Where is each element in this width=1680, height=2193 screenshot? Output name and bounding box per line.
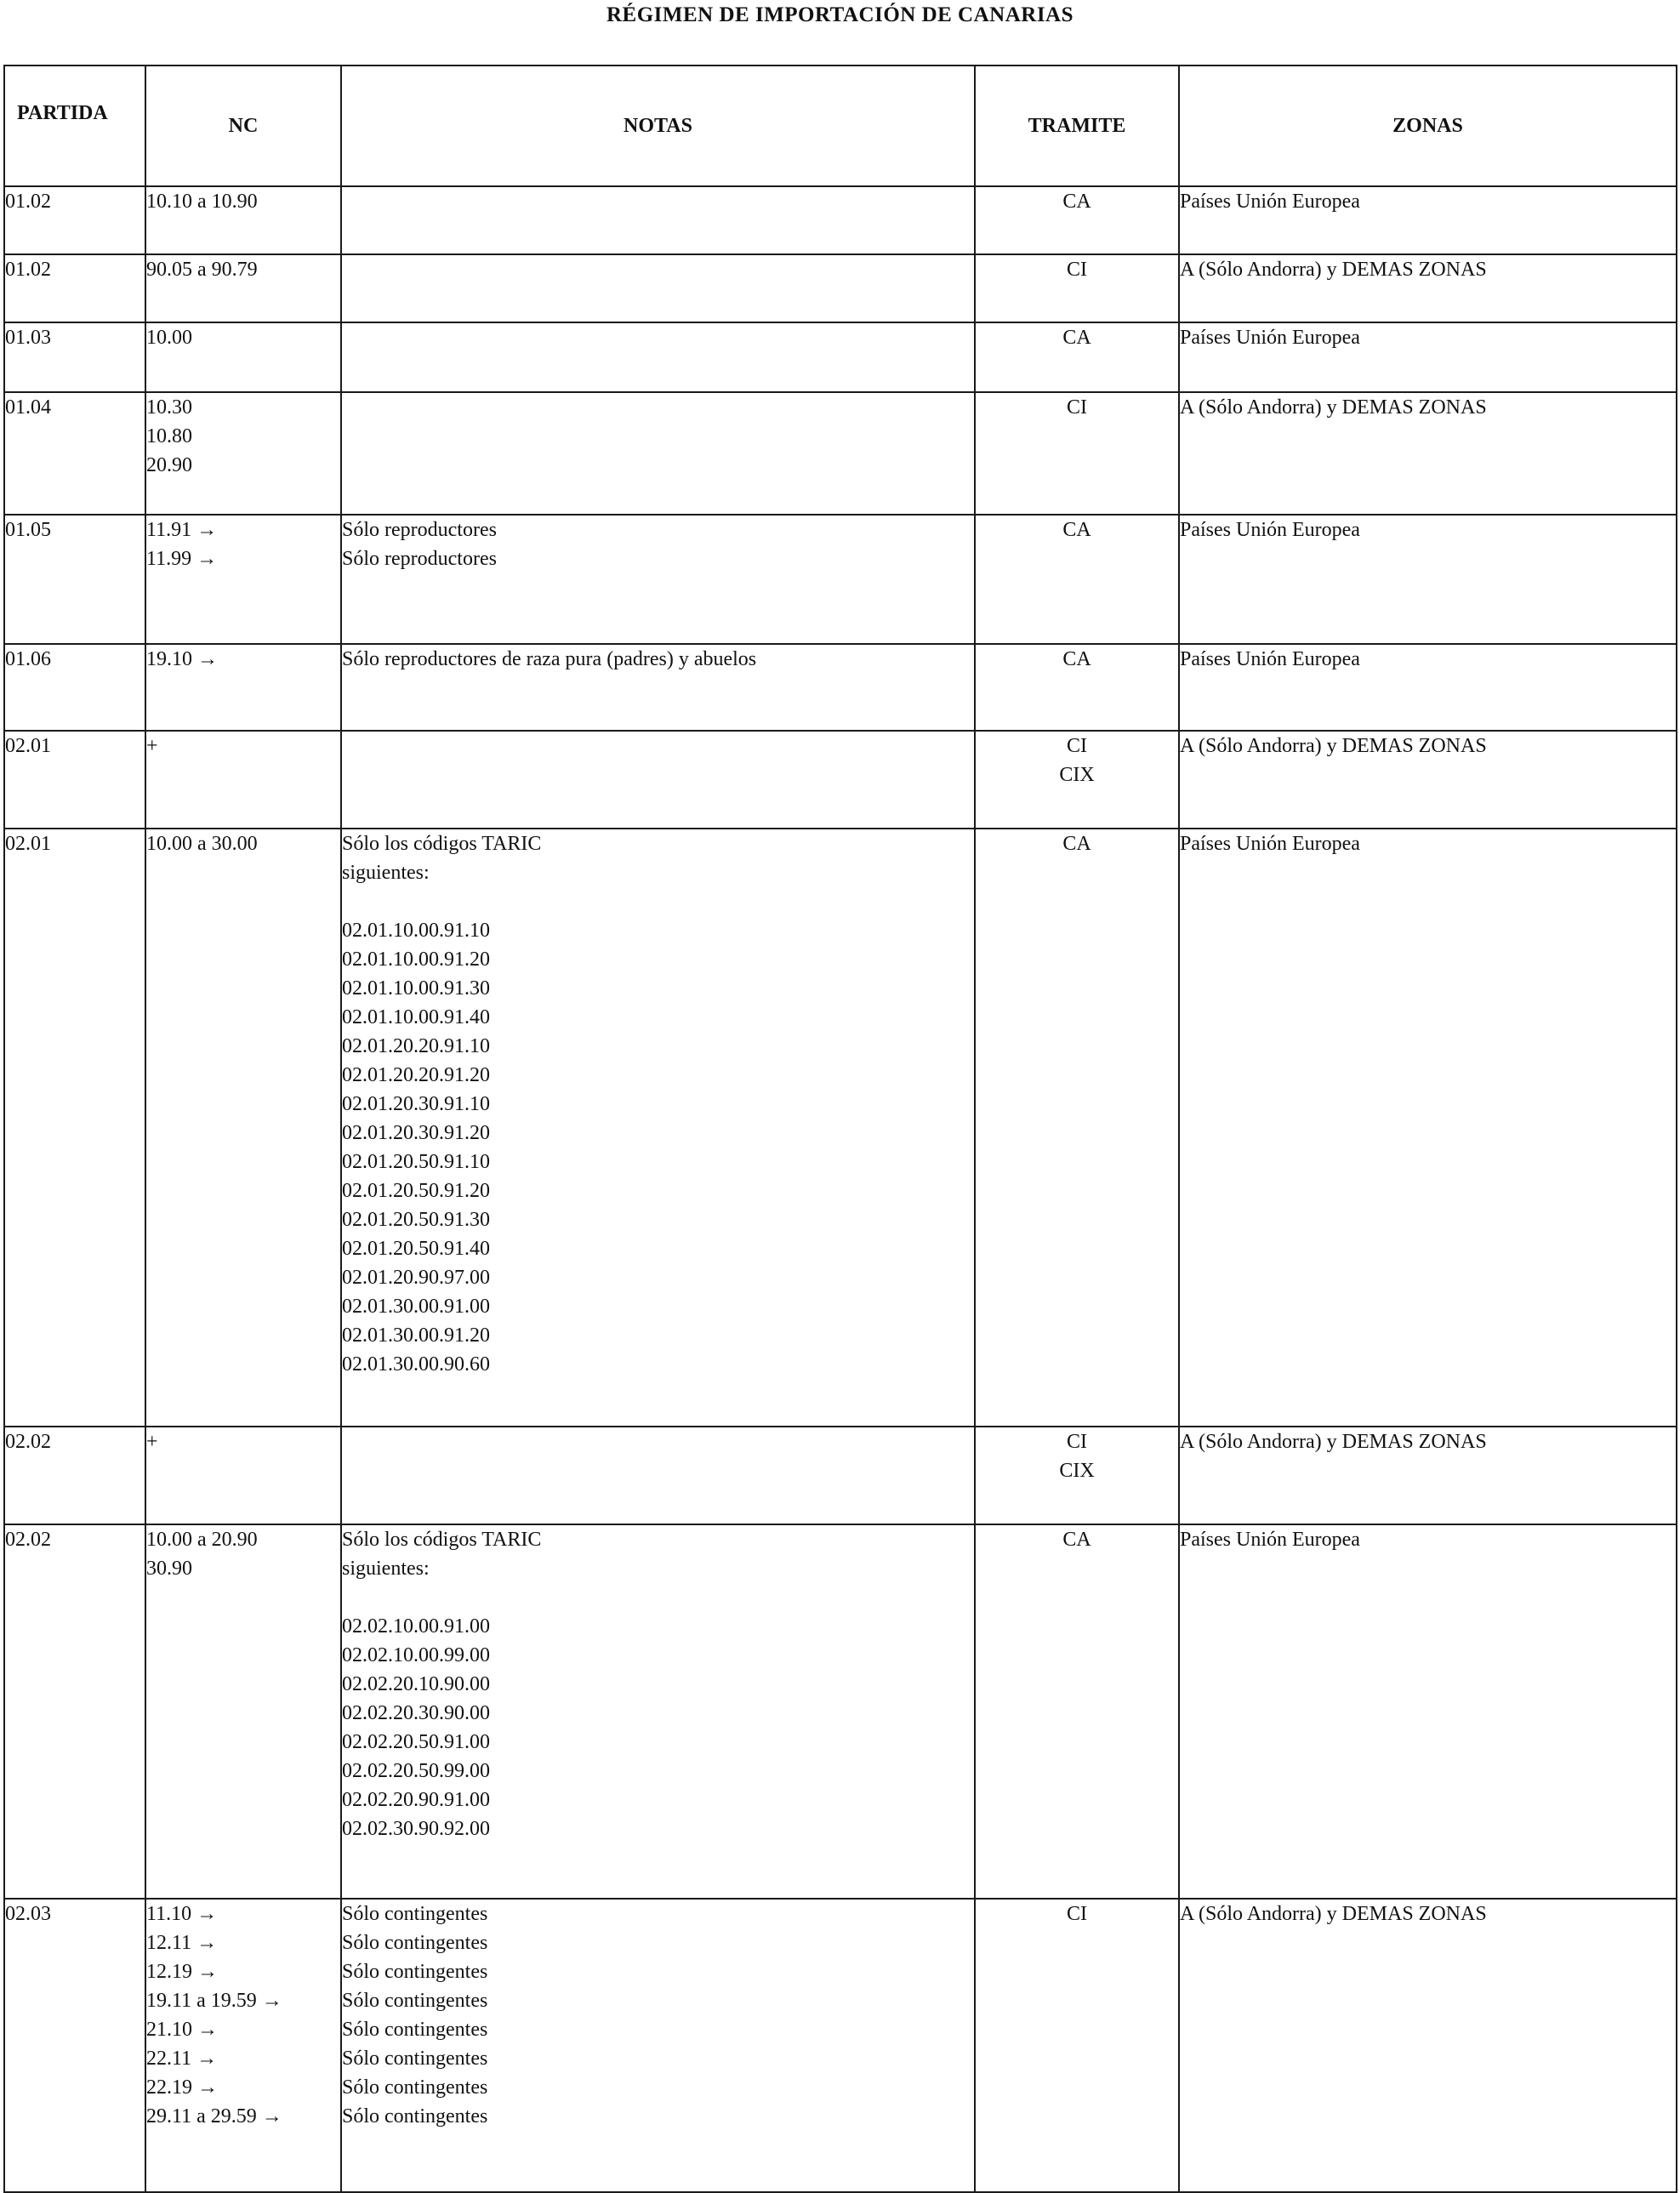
cell-nc bbox=[145, 515, 341, 644]
cell-notas-line bbox=[342, 887, 974, 916]
cell-tramite-line: CA bbox=[1062, 1529, 1091, 1551]
cell-partida: 01.02 bbox=[4, 186, 145, 254]
cell-notas-line: Sólo contingentes bbox=[342, 1903, 488, 1925]
table-row bbox=[4, 829, 1677, 1427]
cell-notas bbox=[341, 731, 975, 829]
cell-notas-line: 02.01.20.90.97.00 bbox=[342, 1267, 490, 1289]
cell-notas-line: Sólo contingentes bbox=[342, 2105, 488, 2127]
cell-tramite bbox=[975, 644, 1179, 731]
cell-notas-line: 02.02.10.00.99.00 bbox=[342, 1644, 490, 1666]
cell-notas bbox=[341, 254, 975, 322]
cell-nc bbox=[145, 644, 341, 731]
cell-nc bbox=[145, 322, 341, 392]
cell-notas-line: 02.01.20.50.91.10 bbox=[342, 1151, 490, 1173]
import-regime-table bbox=[3, 65, 1677, 2193]
cell-tramite-line: CA bbox=[1062, 833, 1091, 855]
cell-nc bbox=[145, 392, 341, 515]
cell-notas-line: 02.01.30.00.91.00 bbox=[342, 1296, 490, 1318]
cell-partida: 02.01 bbox=[4, 731, 145, 829]
header-row bbox=[4, 66, 1677, 186]
cell-nc-line: + bbox=[146, 735, 158, 757]
table-row bbox=[4, 1427, 1677, 1524]
cell-nc bbox=[145, 731, 341, 829]
cell-nc-line: 11.99 → bbox=[146, 548, 218, 570]
cell-nc-line: 10.00 a 20.90 bbox=[146, 1529, 258, 1551]
cell-tramite-line: CI bbox=[1067, 1431, 1087, 1453]
table-row bbox=[4, 1524, 1677, 1899]
cell-tramite-line: CI bbox=[1067, 735, 1087, 757]
cell-notas-line: 02.01.30.00.90.60 bbox=[342, 1353, 490, 1376]
cell-notas-line bbox=[342, 1583, 974, 1612]
cell-notas-line: Sólo contingentes bbox=[342, 1990, 488, 2012]
cell-notas-line: 02.01.20.30.91.10 bbox=[342, 1093, 490, 1115]
table-row bbox=[4, 731, 1677, 829]
cell-notas-line: siguientes: bbox=[342, 862, 430, 884]
cell-notas-line: Sólo contingentes bbox=[342, 2019, 488, 2041]
cell-partida: 01.02 bbox=[4, 254, 145, 322]
table-row bbox=[4, 1899, 1677, 2192]
cell-notas bbox=[341, 322, 975, 392]
table-row bbox=[4, 186, 1677, 254]
cell-notas-line: Sólo reproductores bbox=[342, 519, 497, 541]
table-body bbox=[4, 186, 1677, 2192]
cell-zonas: Países Unión Europea bbox=[1179, 186, 1677, 254]
cell-nc-line: + bbox=[146, 1431, 158, 1453]
cell-nc-line: 90.05 a 90.79 bbox=[146, 259, 258, 281]
cell-partida: 01.04 bbox=[4, 392, 145, 515]
table-row bbox=[4, 322, 1677, 392]
cell-tramite-line: CA bbox=[1062, 519, 1091, 541]
cell-notas-line: Sólo contingentes bbox=[342, 2076, 488, 2099]
cell-nc-line: 10.10 a 10.90 bbox=[146, 191, 258, 213]
cell-partida: 02.01 bbox=[4, 829, 145, 1427]
cell-notas-line: siguientes: bbox=[342, 1558, 430, 1580]
cell-notas-line: 02.01.20.50.91.30 bbox=[342, 1209, 490, 1231]
cell-tramite bbox=[975, 392, 1179, 515]
cell-nc-line: 21.10 → bbox=[146, 2019, 218, 2041]
cell-tramite bbox=[975, 254, 1179, 322]
cell-zonas: A (Sólo Andorra) y DEMAS ZONAS bbox=[1179, 1427, 1677, 1524]
cell-nc-line: 10.80 bbox=[146, 425, 192, 447]
cell-tramite-line: CIX bbox=[1059, 1460, 1095, 1482]
cell-nc-line: 11.10 → bbox=[146, 1903, 218, 1925]
cell-zonas: Países Unión Europea bbox=[1179, 829, 1677, 1427]
cell-notas bbox=[341, 1524, 975, 1899]
cell-nc-line: 20.90 bbox=[146, 454, 192, 476]
cell-tramite-line: CI bbox=[1067, 259, 1087, 281]
table-row bbox=[4, 254, 1677, 322]
header-partida: PARTIDA bbox=[4, 66, 145, 186]
cell-nc bbox=[145, 186, 341, 254]
cell-nc-line: 11.91 → bbox=[146, 519, 218, 541]
cell-notas-line: 02.01.30.00.91.20 bbox=[342, 1324, 490, 1347]
cell-notas-line: 02.02.20.10.90.00 bbox=[342, 1673, 490, 1695]
cell-nc-line: 22.19 → bbox=[146, 2076, 218, 2099]
cell-tramite bbox=[975, 731, 1179, 829]
cell-tramite-line: CI bbox=[1067, 1903, 1087, 1925]
header-zonas: ZONAS bbox=[1179, 66, 1677, 186]
cell-notas bbox=[341, 644, 975, 731]
cell-tramite-line: CA bbox=[1062, 327, 1091, 349]
cell-nc-line: 10.00 a 30.00 bbox=[146, 833, 258, 855]
cell-notas-line: 02.01.20.50.91.40 bbox=[342, 1238, 490, 1260]
cell-tramite-line: CA bbox=[1062, 648, 1091, 670]
cell-notas-line: 02.01.20.20.91.10 bbox=[342, 1035, 490, 1057]
cell-nc-line: 12.19 → bbox=[146, 1961, 218, 1983]
cell-notas-line: 02.01.10.00.91.10 bbox=[342, 920, 490, 942]
cell-zonas: A (Sólo Andorra) y DEMAS ZONAS bbox=[1179, 1899, 1677, 2192]
cell-nc-line: 30.90 bbox=[146, 1558, 192, 1580]
cell-partida: 01.03 bbox=[4, 322, 145, 392]
cell-partida: 02.02 bbox=[4, 1427, 145, 1524]
cell-nc bbox=[145, 829, 341, 1427]
header-nc: NC bbox=[145, 66, 341, 186]
cell-notas-line: Sólo contingentes bbox=[342, 2048, 488, 2070]
cell-notas bbox=[341, 515, 975, 644]
cell-partida: 01.05 bbox=[4, 515, 145, 644]
cell-tramite bbox=[975, 1899, 1179, 2192]
cell-notas-line: 02.01.20.50.91.20 bbox=[342, 1180, 490, 1202]
cell-nc-line: 19.10 → bbox=[146, 648, 218, 670]
cell-nc-line: 22.11 → bbox=[146, 2048, 218, 2070]
table-row bbox=[4, 392, 1677, 515]
cell-notas-line: 02.02.20.90.91.00 bbox=[342, 1789, 490, 1811]
cell-notas-line: 02.01.20.20.91.20 bbox=[342, 1064, 490, 1086]
cell-partida: 01.06 bbox=[4, 644, 145, 731]
table-row bbox=[4, 644, 1677, 731]
cell-tramite bbox=[975, 186, 1179, 254]
cell-notas-line: 02.02.10.00.91.00 bbox=[342, 1615, 490, 1638]
cell-tramite-line: CI bbox=[1067, 396, 1087, 419]
cell-zonas: Países Unión Europea bbox=[1179, 644, 1677, 731]
cell-tramite bbox=[975, 829, 1179, 1427]
header-notas: NOTAS bbox=[341, 66, 975, 186]
cell-notas-line: 02.01.10.00.91.20 bbox=[342, 948, 490, 971]
cell-notas-line: 02.02.20.30.90.00 bbox=[342, 1702, 490, 1724]
cell-zonas: A (Sólo Andorra) y DEMAS ZONAS bbox=[1179, 731, 1677, 829]
cell-zonas: Países Unión Europea bbox=[1179, 322, 1677, 392]
cell-notas-line: 02.01.20.30.91.20 bbox=[342, 1122, 490, 1144]
cell-nc-line: 12.11 → bbox=[146, 1932, 218, 1954]
cell-notas-line: 02.01.10.00.91.30 bbox=[342, 977, 490, 1000]
cell-nc bbox=[145, 1899, 341, 2192]
header-tramite: TRAMITE bbox=[975, 66, 1179, 186]
cell-notas-line: Sólo contingentes bbox=[342, 1932, 488, 1954]
cell-notas bbox=[341, 392, 975, 515]
cell-nc-line: 19.11 a 19.59 → bbox=[146, 1990, 282, 2012]
cell-nc-line: 10.00 bbox=[146, 327, 192, 349]
cell-notas-line: Sólo los códigos TARIC bbox=[342, 1529, 542, 1551]
cell-notas bbox=[341, 829, 975, 1427]
cell-zonas: A (Sólo Andorra) y DEMAS ZONAS bbox=[1179, 254, 1677, 322]
cell-notas bbox=[341, 186, 975, 254]
cell-notas-line: 02.02.30.90.92.00 bbox=[342, 1818, 490, 1840]
cell-tramite-line: CIX bbox=[1059, 764, 1095, 786]
cell-nc-line: 29.11 a 29.59 → bbox=[146, 2105, 282, 2127]
cell-notas bbox=[341, 1899, 975, 2192]
document-title: RÉGIMEN DE IMPORTACIÓN DE CANARIAS bbox=[606, 3, 1074, 26]
cell-tramite-line: CA bbox=[1062, 191, 1091, 213]
cell-nc bbox=[145, 1524, 341, 1899]
cell-notas-line: 02.01.10.00.91.40 bbox=[342, 1006, 490, 1028]
cell-notas-line: Sólo reproductores de raza pura (padres) y abuelos bbox=[342, 648, 757, 670]
cell-nc-line: 10.30 bbox=[146, 396, 192, 419]
cell-tramite bbox=[975, 515, 1179, 644]
cell-notas-line: Sólo los códigos TARIC bbox=[342, 833, 542, 855]
cell-partida: 02.02 bbox=[4, 1524, 145, 1899]
cell-notas bbox=[341, 1427, 975, 1524]
cell-nc bbox=[145, 254, 341, 322]
cell-notas-line: 02.02.20.50.91.00 bbox=[342, 1731, 490, 1753]
cell-zonas: A (Sólo Andorra) y DEMAS ZONAS bbox=[1179, 392, 1677, 515]
cell-notas-line: Sólo reproductores bbox=[342, 548, 497, 570]
cell-notas-line: Sólo contingentes bbox=[342, 1961, 488, 1983]
cell-tramite bbox=[975, 322, 1179, 392]
cell-nc bbox=[145, 1427, 341, 1524]
cell-tramite bbox=[975, 1524, 1179, 1899]
cell-zonas: Países Unión Europea bbox=[1179, 515, 1677, 644]
cell-notas-line: 02.02.20.50.99.00 bbox=[342, 1760, 490, 1782]
cell-tramite bbox=[975, 1427, 1179, 1524]
cell-partida: 02.03 bbox=[4, 1899, 145, 2192]
table-row bbox=[4, 515, 1677, 644]
cell-zonas: Países Unión Europea bbox=[1179, 1524, 1677, 1899]
